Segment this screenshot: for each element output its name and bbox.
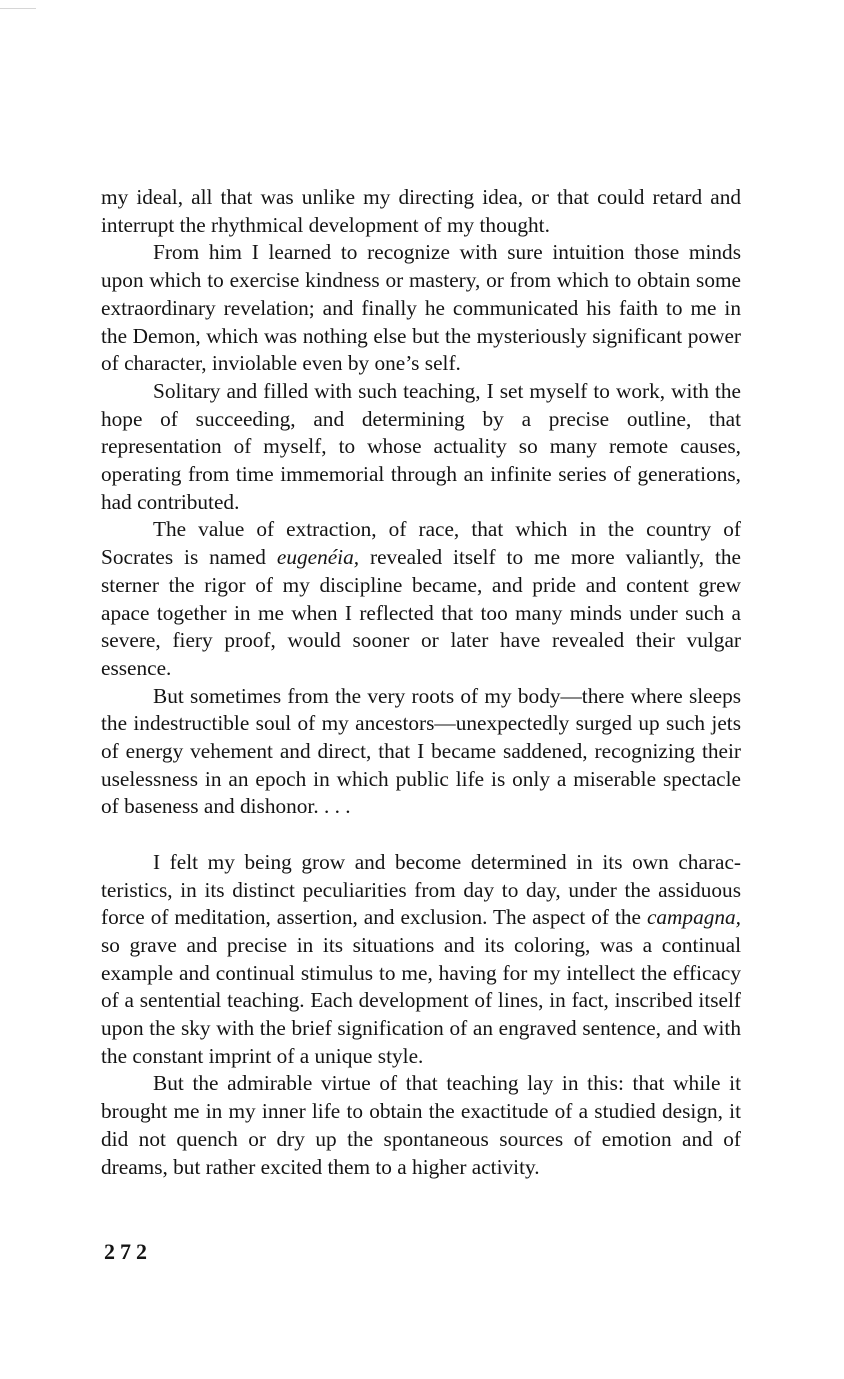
paragraph-teaching [101,1070,741,1181]
italic-term-campagna: campagna, [646,905,741,930]
paragraph-text: But sometimes from the very roots of my body—there where sleeps the indestructible soul of my ancestors—unexpectedly surged up such jets of energy vehement and direct, that I became saddened, recognizing their uselessness in an epoch in which public life is only a miserable spectacle of baseness and dishonor. . . . [101,683,741,819]
paragraph-solitary [101,378,741,517]
paragraph-extraction [101,516,741,682]
paragraph-text: The value of extraction, of race, that which in the country of Socrates is named [101,517,741,570]
paragraph-demon [101,239,741,378]
page-body-text [101,184,741,1181]
paragraph-text: my ideal, all that was unlike my directing idea, or that could retard and interrupt the rhythmical development of my thought. [101,185,741,237]
paragraph-campagna [101,849,741,1071]
paragraph-text: Solitary and filled with such teaching, I set myself to work, with the hope of succeeding, and determining by a precise outline, that representation of myself, to whose actuality so many remote causes, operating from time immemorial through an infinite series of generations, had contributed. [101,378,741,514]
paragraph-text: so grave and precise in its situations and its coloring, was a continual example and continual stimulus to me, having for my intellect the efficacy of a sentential teaching. Each development of lines, in fact, inscribed itself upon the sky with the brief signification of an engraved sentence, and with the constant imprint of a unique style. [101,932,741,1068]
paragraph-text: revealed itself to me more valiantly, the sterner the rigor of my discipline became, and pride and content grew apace together in me when I reflected that too many minds under such a severe, fiery proof, would sooner or later have revealed their vulgar essence. [101,545,742,680]
page-number: 272 [104,1239,152,1264]
paragraph-text: But the admirable virtue of that teaching lay in this: that while it brought me in my inner life to obtain the exactitude of a studied design, it did not quench or dry up the spontaneous sources of emotion and of dreams, but rather excited them to a higher activity. [101,1071,741,1179]
page-corner-mark [0,8,36,9]
paragraph-continuation [101,184,741,239]
paragraph-text: I felt my being grow and become determined in its own characteristics, in its distinct peculiarities from day to day, under the assiduous force of meditation, assertion, and exclusion. The aspect of the [101,849,741,930]
italic-term-eugeneia: eugenéia, [276,545,360,570]
paragraph-ancestors [101,683,741,822]
paragraph-text: From him I learned to recognize with sure intuition those minds upon which to exercise kindness or mastery, or from which to obtain some extraordinary revelation; and finally he communicated his faith to me in the Demon, which was nothing else but the mysteriously significant power of character, inviolable even by one’s self. [101,240,741,376]
